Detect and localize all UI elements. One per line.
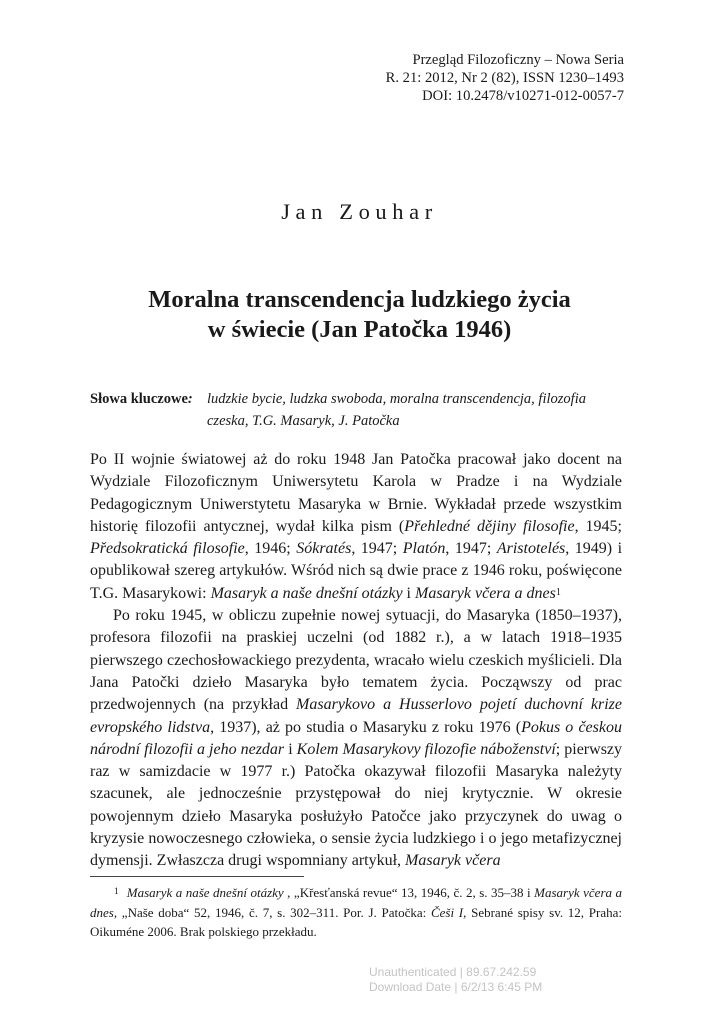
keywords-colon: : [187,391,193,407]
text-run: , 1949) i opublikował szereg artykułów. Wśród nich są dwie prace z 1946 roku, poświęcone T.G. Masarykowi: [90,540,623,602]
footnote-divider [90,876,304,877]
text-run: , 1947; [445,540,497,558]
work-title: Platón [402,540,446,558]
footnote-reference[interactable]: 1 [555,586,561,598]
title-line-1: Moralna transcendencja ludzkiego życia [148,286,571,313]
text-run: , 1937), aż po studia o Masaryku z roku 1976 ( [210,718,522,736]
work-title: Masaryk včera a dnes [415,584,556,602]
text-run: i [402,584,415,602]
footnote-number: 1 [114,887,119,897]
journal-header [386,51,624,106]
author-name: Jan Zouhar [281,199,438,224]
paragraph-2 [90,605,622,873]
journal-volume: R. 21: 2012, Nr 2 (82), ISSN 1230–1493 [385,70,624,87]
watermark-line-1: Unauthenticated | 89.67.242.59 [369,965,537,979]
keywords-label [90,389,193,411]
article-title [0,285,719,344]
text-run: , Sebrané spisy sv. 12, Praha: Oikuméne 2006. Brak polskiego przekładu. [90,904,622,940]
text-run: , „Křesťanská revue“ 13, 1946, č. 2, s. 35–38 i [283,885,535,900]
watermark-line-2: Download Date | 6/2/13 6:45 PM [369,980,543,994]
work-title: Přehledné dějiny filosofie [404,517,575,535]
paragraph-1 [90,449,622,605]
article-body [90,449,622,873]
keywords-label-text: Słowa kluczowe [90,391,188,407]
work-title: Sókratés [296,540,352,558]
work-title: Masaryk včera a dnes [90,885,622,920]
text-run: Po roku 1945, w obliczu zupełnie nowej sytuacji, do Masaryka (1850–1937), profesora filozofii na praskiej uczelni (od 1882 r.), a w latach 1918–1935 pierwszego czechosłowackiego prezydenta, wracało wielu czeskich myślicieli. Dla Jana Patočki dzieło Masaryka było tematem życia. Począwszy od prac przedwojennych (na przykład [90,607,622,714]
work-title: Kolem Masarykovy filozofie náboženství [296,740,556,758]
text-run: ; pierwszy raz w samizdacie w 1977 r.) Patočka okazywał filozofii Masaryka należyty szacunek, ale jednocześnie przystępował do niej krytycznie. W okresie powojennym dzieło Masaryka posłużyło Patočce jako przyczynek do uwag o kryzysie nowoczesnego człowieka, o sensie życia ludzkiego i o jego metafizycznej dymensji. Zwłaszcza drugi wspomniany artykuł, [90,740,623,870]
title-line-2: w świecie (Jan Patočka 1946) [207,315,512,343]
text-run: Po II wojnie światowej aż do roku 1948 Jan Patočka pracował jako docent na Wydziale Filozoficznym Uniwersytetu Karola w Pradze i na Wydziale Pedagogicznym Uniwerstytetu Masaryka w Brnie. Wykładał przede wszystkim historię filozofii antycznej, wydał kilka pism ( [90,451,622,535]
work-title: Masaryk a naše dnešní otázky [210,584,403,602]
work-title: Předsokratická filosofie [90,540,245,558]
text-run: , 1945; [574,517,622,535]
text-run: , 1947; [351,540,403,558]
work-title: Češi I [430,904,464,920]
footnote-1 [90,883,622,942]
text-run: , „Naše doba“ 52, 1946, č. 7, s. 302–311. Por. J. Patočka: [113,904,431,920]
work-title: Masarykovo a Husserlovo pojetí duchovní krize evropského lidstva [90,696,623,736]
work-title: Pokus o českou národní filozofii a jeho nezdar [90,718,622,758]
text-run: , 1946; [244,540,297,558]
work-title: Masaryk a naše dnešní otázky [126,885,284,900]
journal-doi: DOI: 10.2478/v10271-012-0057-7 [422,88,624,105]
work-title: Masaryk včera [405,852,501,870]
download-watermark [369,965,542,995]
text-run: i [284,740,297,758]
keywords-text: ludzkie bycie, ludzka swoboda, moralna transcendencja, filozofia czeska, T.G. Masaryk, J. Patočka [207,391,586,429]
footnote-text [90,883,622,942]
journal-name: Przegląd Filozoficzny – Nowa Seria [412,52,624,68]
work-title: Aristotelés [496,540,566,558]
